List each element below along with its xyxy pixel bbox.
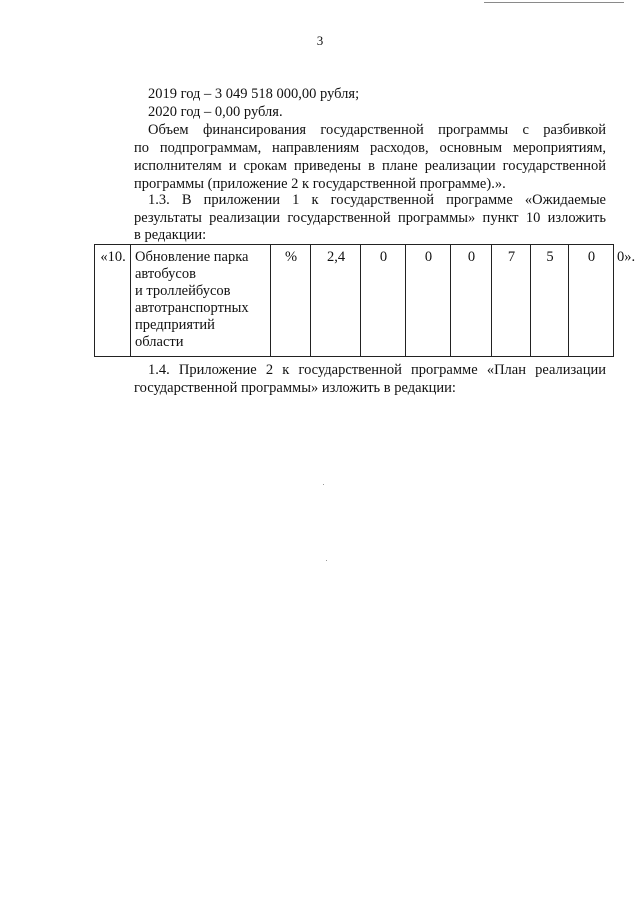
description-line: Обновление парка [135, 249, 249, 265]
scan-speck [326, 560, 327, 561]
value-cell: 5 [531, 245, 569, 357]
description-line: автобусов [135, 266, 196, 282]
indicator-description [131, 245, 271, 357]
value-cell: 0 [451, 245, 492, 357]
funding-paragraph-line-1: Объем финансирования государственной программы с разбивкой [148, 122, 606, 138]
value-cell: 7 [492, 245, 531, 357]
row-number: «10. [95, 245, 131, 357]
funding-paragraph-line-2: по подпрограммам, направлениям расходов, основным мероприятиям, [134, 140, 606, 156]
item-1-4-line-2: государственной программы» изложить в редакции: [134, 380, 456, 396]
description-line: и троллейбусов [135, 283, 231, 299]
item-1-3-line-1: 1.3. В приложении 1 к государственной программе «Ожидаемые [148, 192, 606, 208]
item-1-4-line-1: 1.4. Приложение 2 к государственной программе «План реализации [148, 362, 606, 378]
unit-cell: % [271, 245, 311, 357]
funding-paragraph-line-4: программы (приложение 2 к государственной программе).». [134, 176, 506, 192]
description-line: автотранспортных [135, 300, 249, 316]
funding-2019: 2019 год – 3 049 518 000,00 рубля; [148, 86, 360, 102]
page-number: 3 [316, 33, 324, 48]
scan-speck [323, 484, 324, 485]
description-line: предприятий [135, 317, 215, 333]
value-cell: 0 [569, 245, 614, 357]
expected-results-table [94, 244, 636, 357]
item-1-3-line-2: результаты реализации государственной программы» пункт 10 изложить [134, 210, 606, 226]
funding-paragraph-line-3: исполнителям и срокам приведены в плане реализации государственной [134, 158, 606, 174]
value-cell: 2,4 [311, 245, 361, 357]
funding-2020: 2020 год – 0,00 рубля. [148, 104, 283, 120]
description-line: области [135, 334, 184, 350]
header-rule [484, 2, 624, 3]
item-1-3-line-3: в редакции: [134, 227, 207, 243]
value-cell: 0 [361, 245, 406, 357]
table-row: «10. Обновление парка автобусов и троллейбусов автотранспортных предприятий области % 2,4 0 0 0 7 5 0 0». [95, 245, 614, 357]
value-cell: 0 [406, 245, 451, 357]
